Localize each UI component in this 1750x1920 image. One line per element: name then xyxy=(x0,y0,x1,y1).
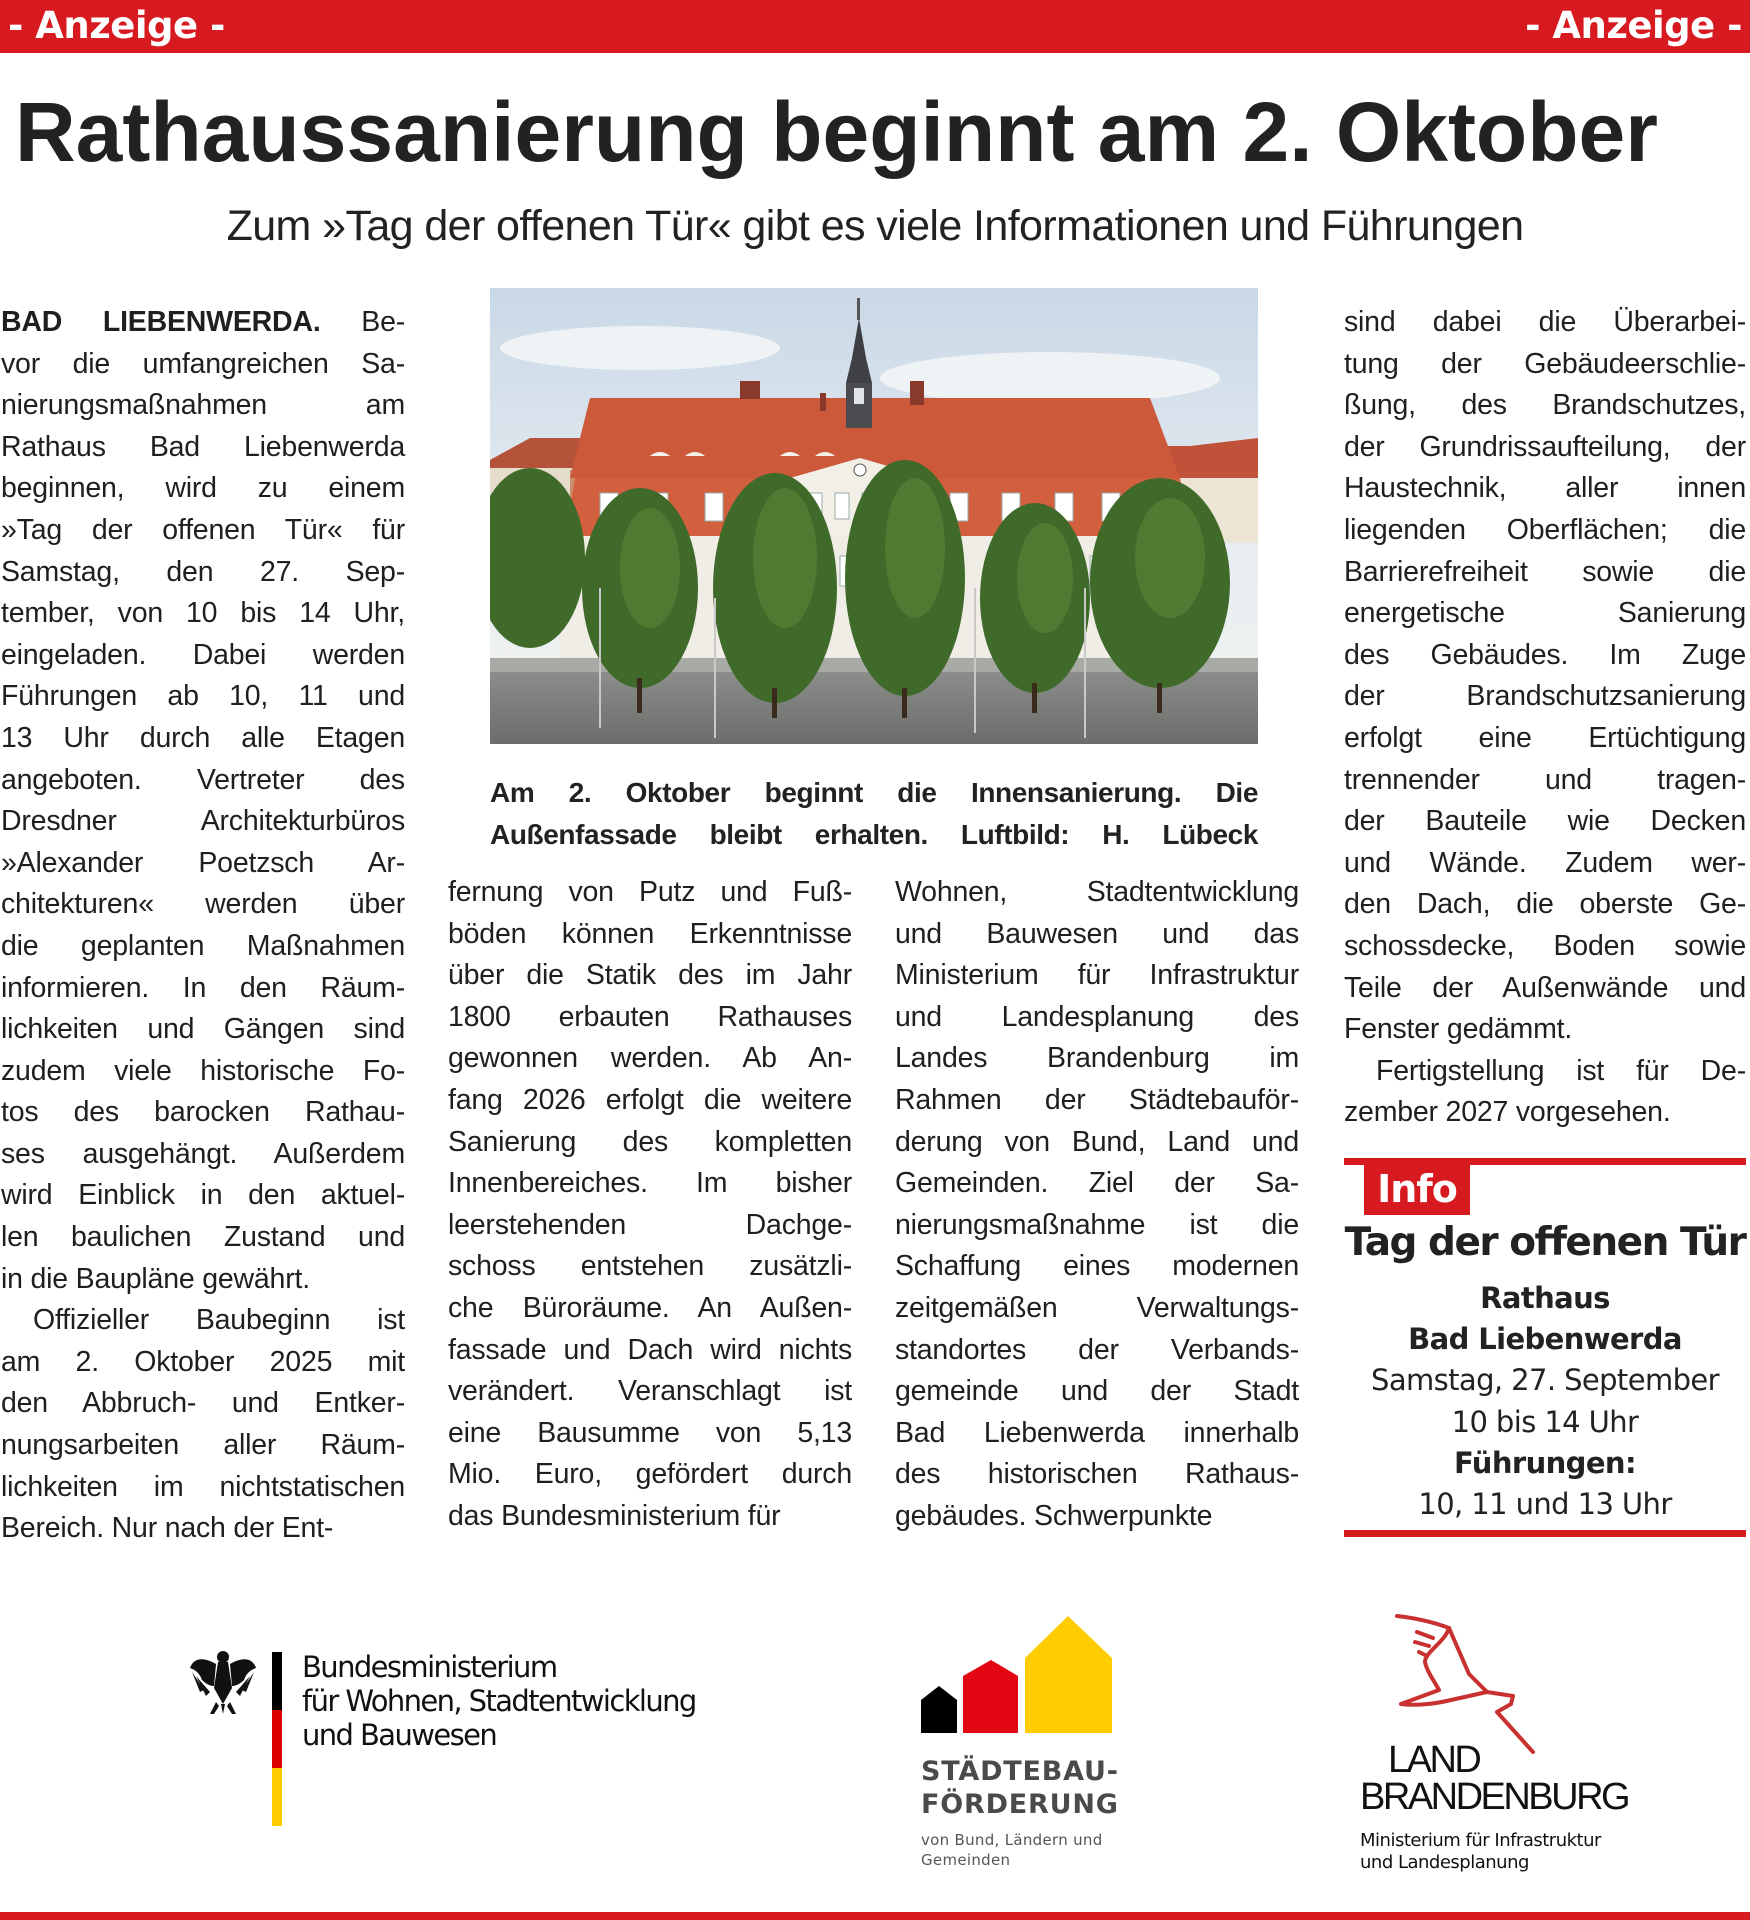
text-line: der Grundrissaufteilung, der xyxy=(1344,430,1746,463)
text-line: verändert. Veranschlagt ist xyxy=(448,1375,852,1408)
text-line: das Bundesministerium für xyxy=(448,1499,781,1532)
brandenburg-ministry: Ministerium für Infrastruktur und Landesplanung xyxy=(1360,1830,1601,1873)
text-line: 1800 erbauten Rathauses xyxy=(448,1000,852,1033)
text-line: 13 Uhr durch alle Etagen xyxy=(1,721,405,754)
text-line: Samstag, den 27. Sep- xyxy=(1,555,405,588)
info-town: Bad Liebenwerda xyxy=(1408,1322,1682,1357)
info-venue: Rathaus xyxy=(1480,1281,1610,1315)
text-line: Rathaus Bad Liebenwerda xyxy=(1,430,405,463)
text-line: Fertigstellung ist für De- xyxy=(1376,1054,1746,1087)
info-box-bottom-rule xyxy=(1344,1530,1746,1537)
article-title: Rathaussanierung beginnt am 2. Oktober xyxy=(15,85,1658,179)
text-line: lichkeiten im nichtstatischen xyxy=(1,1470,405,1503)
text-line: derung von Bund, Land und xyxy=(895,1125,1299,1158)
text-line: den Dach, die oberste Ge- xyxy=(1344,888,1746,921)
text-line xyxy=(1,302,405,344)
text-line: Mio. Euro, gefördert durch xyxy=(448,1458,852,1491)
three-houses-icon xyxy=(921,1616,1113,1734)
text-line: lichkeiten und Gängen sind xyxy=(1,1013,405,1046)
text-line: angeboten. Vertreter des xyxy=(1,763,405,796)
article-column-2 xyxy=(448,872,852,1538)
text-line: nungsarbeiten aller Räum- xyxy=(1,1429,405,1462)
text-line: Innenbereiches. Im bisher xyxy=(448,1167,852,1200)
text-line: zudem viele historische Fo- xyxy=(1,1054,405,1087)
text-line: in die Baupläne gewährt. xyxy=(1,1262,310,1295)
text-line: standortes der Verbands- xyxy=(895,1333,1299,1366)
text-line: Bereich. Nur nach der Ent- xyxy=(1,1512,334,1545)
text-line: gemeinde und der Stadt xyxy=(895,1375,1299,1408)
info-tours-label: Führungen: xyxy=(1454,1445,1636,1480)
text-line: ses ausgehängt. Außerdem xyxy=(1,1137,405,1170)
text-line: beginnen, wird zu einem xyxy=(1,472,405,505)
info-date: Samstag, 27. September xyxy=(1371,1363,1719,1398)
text-line: energetische Sanierung xyxy=(1344,597,1746,630)
town-hall-photo xyxy=(490,288,1258,744)
text-line: liegenden Oberflächen; die xyxy=(1344,513,1746,546)
brandenburg-title: LAND BRANDENBURG xyxy=(1360,1739,1629,1818)
text-line: Haustechnik, aller innen xyxy=(1344,472,1746,505)
text-line: chitekturen« werden über xyxy=(1,888,405,921)
text-line: den Abbruch- und Entker- xyxy=(1,1387,405,1420)
text-line: sind dabei die Überarbei- xyxy=(1344,306,1746,338)
ad-banner xyxy=(0,0,1750,53)
staedtebau-title: STÄDTEBAU- FÖRDERUNG xyxy=(921,1756,1119,1820)
bottom-rule xyxy=(0,1912,1750,1920)
text-line: gebäudes. Schwerpunkte xyxy=(895,1499,1213,1532)
caption-line: Außenfassade bleibt erhalten. Luftbild: H. Lübeck xyxy=(490,819,1258,850)
red-eagle-icon xyxy=(1395,1612,1565,1754)
text-line: »Tag der offenen Tür« für xyxy=(1,513,405,546)
text-line: Landes Brandenburg im xyxy=(895,1042,1299,1075)
ad-label-left: - Anzeige - xyxy=(8,4,225,47)
text-line: schoss entstehen zusätzli- xyxy=(448,1250,852,1283)
text-line: ßung, des Brandschutzes, xyxy=(1344,389,1746,422)
text-line: die geplanten Maßnahmen xyxy=(1,929,405,962)
text-line: des historischen Rathaus- xyxy=(895,1458,1299,1491)
text-line: nierungsmaßnahme ist die xyxy=(895,1208,1299,1241)
dateline: BAD LIEBENWERDA. xyxy=(1,306,321,338)
text-line: fassade und Dach wird nichts xyxy=(448,1333,852,1366)
text-line: gewonnen werden. Ab An- xyxy=(448,1042,852,1075)
text-line: über die Statik des im Jahr xyxy=(448,959,852,992)
text-line: und Landesplanung des xyxy=(895,1000,1299,1033)
article-column-1 xyxy=(1,302,405,1550)
dateline-continuation: Be- xyxy=(320,306,406,338)
text-line: Gemeinden. Ziel der Sa- xyxy=(895,1167,1299,1200)
text-line: tos des barocken Rathau- xyxy=(1,1096,405,1129)
text-line: Schaffung eines modernen xyxy=(895,1250,1299,1283)
text-line: Dresdner Architekturbüros xyxy=(1,805,405,838)
text-line: erfolgt eine Ertüchtigung xyxy=(1344,721,1746,754)
text-line: eine Bausumme von 5,13 xyxy=(448,1416,852,1449)
text-line: und Wände. Zudem wer- xyxy=(1344,846,1746,879)
text-line: eingeladen. Dabei werden xyxy=(1,638,405,671)
text-line: zeitgemäßen Verwaltungs- xyxy=(895,1291,1299,1324)
text-line: Offizieller Baubeginn ist xyxy=(33,1304,405,1337)
info-box-details xyxy=(1344,1278,1746,1525)
text-line: Ministerium für Infrastruktur xyxy=(895,959,1299,992)
text-line: fang 2026 erfolgt die weitere xyxy=(448,1083,852,1116)
german-flag-bar xyxy=(272,1652,282,1826)
text-line: nierungsmaßnahmen am xyxy=(1,389,405,422)
text-line: informieren. In den Räum- xyxy=(1,971,405,1004)
text-line: tember, von 10 bis 14 Uhr, xyxy=(1,597,405,630)
ad-label-right: - Anzeige - xyxy=(1525,4,1742,47)
article-column-3 xyxy=(895,872,1299,1538)
text-line: vor die umfangreichen Sa- xyxy=(1,347,405,380)
info-tag: Info xyxy=(1364,1163,1470,1215)
bmwsb-logo-text: Bundesministerium für Wohnen, Stadtentwicklung und Bauwesen xyxy=(302,1650,696,1752)
text-line: böden können Erkenntnisse xyxy=(448,917,852,950)
text-line: Fenster gedämmt. xyxy=(1344,1013,1573,1046)
text-line: leerstehenden Dachge- xyxy=(448,1208,852,1241)
text-line: fernung von Putz und Fuß- xyxy=(448,876,852,908)
article-subtitle: Zum »Tag der offenen Tür« gibt es viele Informationen und Führungen xyxy=(226,202,1524,250)
text-line: des Gebäudes. Im Zuge xyxy=(1344,638,1746,671)
text-line: len baulichen Zustand und xyxy=(1,1221,405,1254)
text-line: »Alexander Poetzsch Ar- xyxy=(1,846,405,879)
text-line: wird Einblick in den aktuel- xyxy=(1,1179,405,1212)
text-line: der Brandschutzsanierung xyxy=(1344,680,1746,713)
info-tours-times: 10, 11 und 13 Uhr xyxy=(1418,1487,1672,1522)
text-line: zember 2027 vorgesehen. xyxy=(1344,1096,1671,1129)
text-line: Barrierefreiheit sowie die xyxy=(1344,555,1746,588)
text-line: Führungen ab 10, 11 und xyxy=(1,680,405,713)
text-line: schossdecke, Boden sowie xyxy=(1344,929,1746,962)
town-hall-image-icon xyxy=(490,288,1258,744)
text-line: der Bauteile wie Decken xyxy=(1344,805,1746,838)
staedtebau-subtitle: von Bund, Ländern und Gemeinden xyxy=(921,1831,1103,1869)
text-line: Sanierung des kompletten xyxy=(448,1125,852,1158)
text-line: Rahmen der Städtebauför- xyxy=(895,1083,1299,1116)
federal-eagle-icon xyxy=(188,1648,258,1716)
text-line: Bad Liebenwerda innerhalb xyxy=(895,1416,1299,1449)
info-box-heading: Tag der offenen Tür xyxy=(1344,1220,1746,1265)
caption-line: Am 2. Oktober beginnt die Innensanierung. Die xyxy=(490,777,1258,808)
text-line: tung der Gebäudeerschlie- xyxy=(1344,347,1746,380)
text-line: und Bauwesen und das xyxy=(895,917,1299,950)
text-line: trennender und tragen- xyxy=(1344,763,1746,796)
info-time: 10 bis 14 Uhr xyxy=(1451,1404,1639,1439)
text-line: am 2. Oktober 2025 mit xyxy=(1,1345,405,1378)
photo-caption xyxy=(490,772,1258,856)
article-column-4 xyxy=(1344,302,1746,1134)
text-line: Teile der Außenwände und xyxy=(1344,971,1746,1004)
text-line: che Büroräume. An Außen- xyxy=(448,1291,852,1324)
text-line: Wohnen, Stadtentwicklung xyxy=(895,876,1299,908)
